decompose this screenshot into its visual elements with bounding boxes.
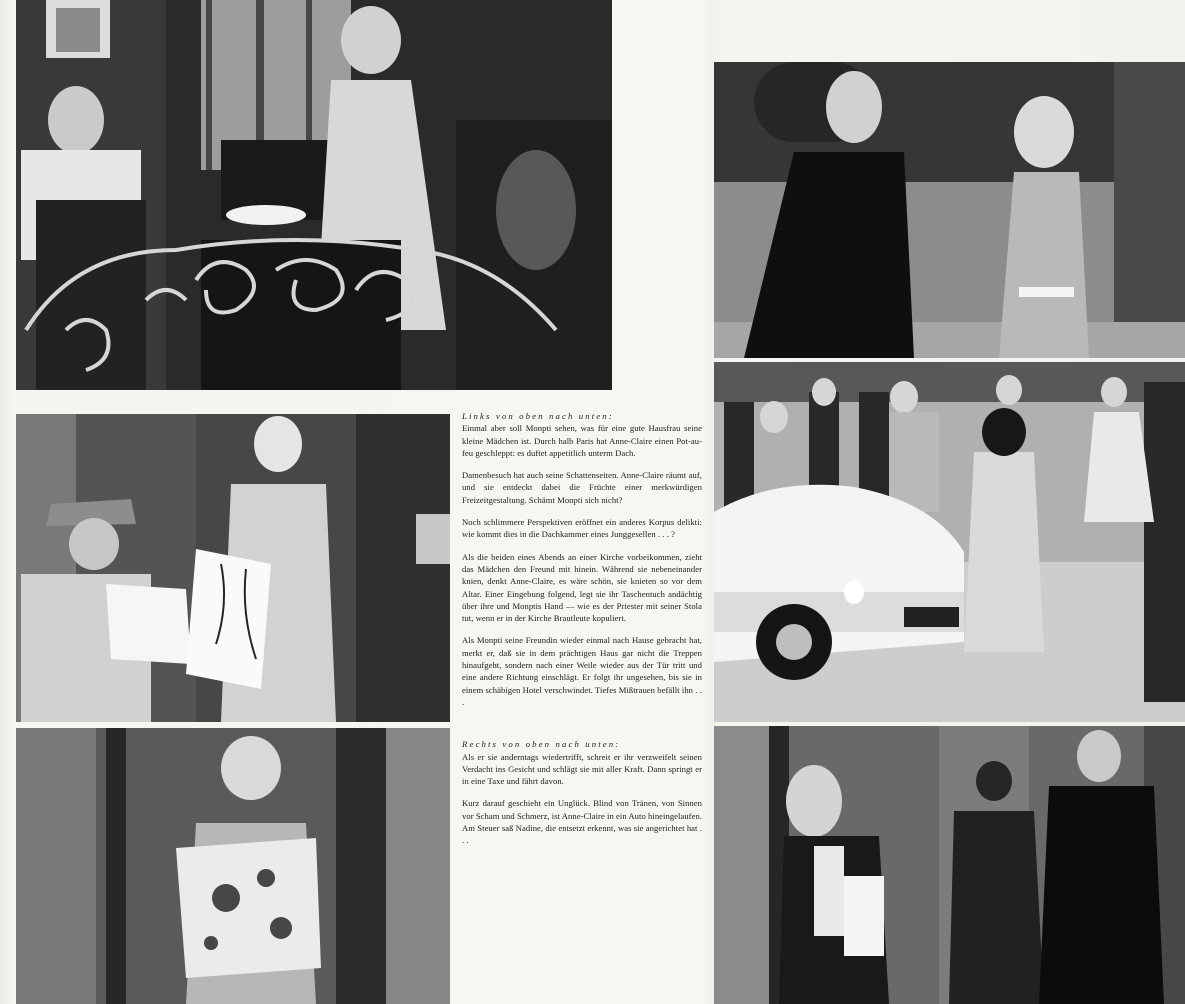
photo-hotel-doorway [714,726,1185,1004]
photo-car-accident [714,362,1185,722]
caption-paragraph: Damenbesuch hat auch seine Schattenseiten. Anne-Claire räumt auf, und sie entdeckt dabei die Früchte einer merkwürdigen Freizeitgestaltung. Schämt Monpti sich nicht? [462,470,702,505]
caption-paragraph: Als die beiden eines Abends an einer Kirche vorbeikommen, zieht das Mädchen den Freund mit hinein. Während sie nebeneinander knien, denkt Anne-Claire, es wäre schön, sie knieten so vor dem Altar. Einer Eingebung folgend, legt sie ihr Taschentuch andächtig über ihre und Monptis Hand — wie es der Priester mit seiner Stola tut, wenn er in der Kirche Brautleute kopuliert. [462,551,702,624]
caption-column [462,410,702,1004]
caption-paragraph: Als er sie anderntags wiedertrifft, schreit er ihr verzweifelt seinen Verdacht ins Gesicht und schlägt sie mit aller Kraft. Dann springt er in eine Taxe und fährt davon. [462,751,702,787]
caption-paragraph: Noch schlimmere Perspektiven eröffnet ein anderes Korpus delikti: wie kommt dies in die Dachkammer eines Junggesellen . . . ? [462,517,702,540]
photo-handkerchief [16,728,450,1004]
caption-heading-right: Rechts von oben nach unten: [462,739,621,750]
photo-street-quarrel [714,62,1185,358]
caption-heading-left: Links von oben nach unten: [462,411,614,421]
photo-sketchbook [16,414,450,722]
caption-paragraph: Als Monpti seine Freundin wieder einmal nach Hause gebracht hat, merkt er, daß sie in dem prächtigen Haus gar nicht die Treppen hinaufgeht, sondern nach einer Weile wieder aus der Tür tritt und eine andere Richtung einschlägt. Er folgt ihr ungesehen, bis sie in einem schäbigen Hotel verschwindet. Tiefes Mißtrauen befällt ihn . . . [462,635,702,707]
photo-attic-dinner [16,0,612,390]
caption-paragraph: Kurz darauf geschieht ein Unglück. Blind von Tränen, von Sinnen vor Scham und Schmerz, ist Anne-Claire in ein Auto hineingelaufen. Am Steuer saß Nadine, die entsetzt erkennt, was sie angerichtet hat . . . [462,798,702,846]
caption-paragraph: Einmal aber soll Monpti sehen, was für eine gute Hausfrau seine kleine Mädchen ist. Durch halb Paris hat Anne-Claire einen Pot-au-feu geschleppt: es duftet appetitlich unterm Dach. [462,423,702,458]
